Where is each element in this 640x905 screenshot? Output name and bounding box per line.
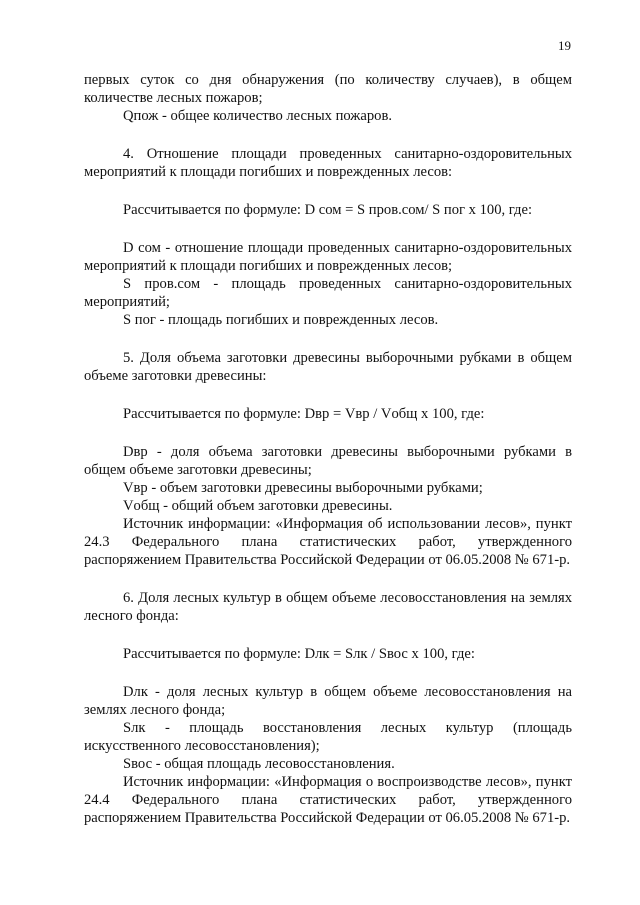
paragraph: Sвос - общая площадь лесовосстановления. [123, 756, 395, 772]
section-heading-5: 5. Доля объема заготовки древесины выборочными рубками в общем объеме заготовки древесины: [84, 350, 572, 384]
section-heading-6: 6. Доля лесных культур в общем объеме лесовосстановления на землях лесного фонда: [84, 590, 572, 624]
paragraph: Vобщ - общий объем заготовки древесины. [123, 498, 393, 514]
formula-line: Рассчитывается по формуле: Dлк = Sлк / Sвос х 100, где: [123, 646, 475, 662]
paragraph: Vвр - объем заготовки древесины выборочными рубками; [123, 480, 483, 496]
page-body [84, 71, 572, 827]
paragraph: S пог - площадь погибших и поврежденных лесов. [123, 312, 439, 328]
paragraph: Dлк - доля лесных культур в общем объеме лесовосстановления на землях лесного фонда; [84, 684, 572, 718]
paragraph: Sлк - площадь восстановления лесных культур (площадь искусственного лесовосстановления); [84, 720, 572, 754]
source-paragraph: Источник информации: «Информация о воспроизводстве лесов», пункт 24.4 Федерального плана статистических работ, утвержденного распоряжением Правительства Российской Федерации от 06.05.2008 № 671-р. [84, 774, 572, 826]
section-heading-4: 4. Отношение площади проведенных санитарно-оздоровительных мероприятий к площади погибших и поврежденных лесов: [84, 146, 572, 180]
formula-line: Рассчитывается по формуле: Dвр = Vвр / Vобщ х 100, где: [123, 406, 485, 422]
paragraph: первых суток со дня обнаружения (по количеству случаев), в общем количестве лесных пожаров; [84, 72, 572, 106]
paragraph: S пров.сом - площадь проведенных санитарно-оздоровительных мероприятий; [84, 276, 572, 310]
formula-line: Рассчитывается по формуле: D сом = S пров.сом/ S пог х 100, где: [123, 202, 533, 218]
page-number: 19 [558, 38, 571, 53]
source-paragraph: Источник информации: «Информация об использовании лесов», пункт 24.3 Федерального плана статистических работ, утвержденного распоряжением Правительства Российской Федерации от 06.05.2008 № 671-р. [84, 516, 572, 568]
paragraph: Qпож - общее количество лесных пожаров. [123, 108, 393, 124]
paragraph: D сом - отношение площади проведенных санитарно-оздоровительных мероприятий к площади погибших и поврежденных лесов; [84, 240, 572, 274]
paragraph: Dвр - доля объема заготовки древесины выборочными рубками в общем объеме заготовки древесины; [84, 444, 572, 478]
